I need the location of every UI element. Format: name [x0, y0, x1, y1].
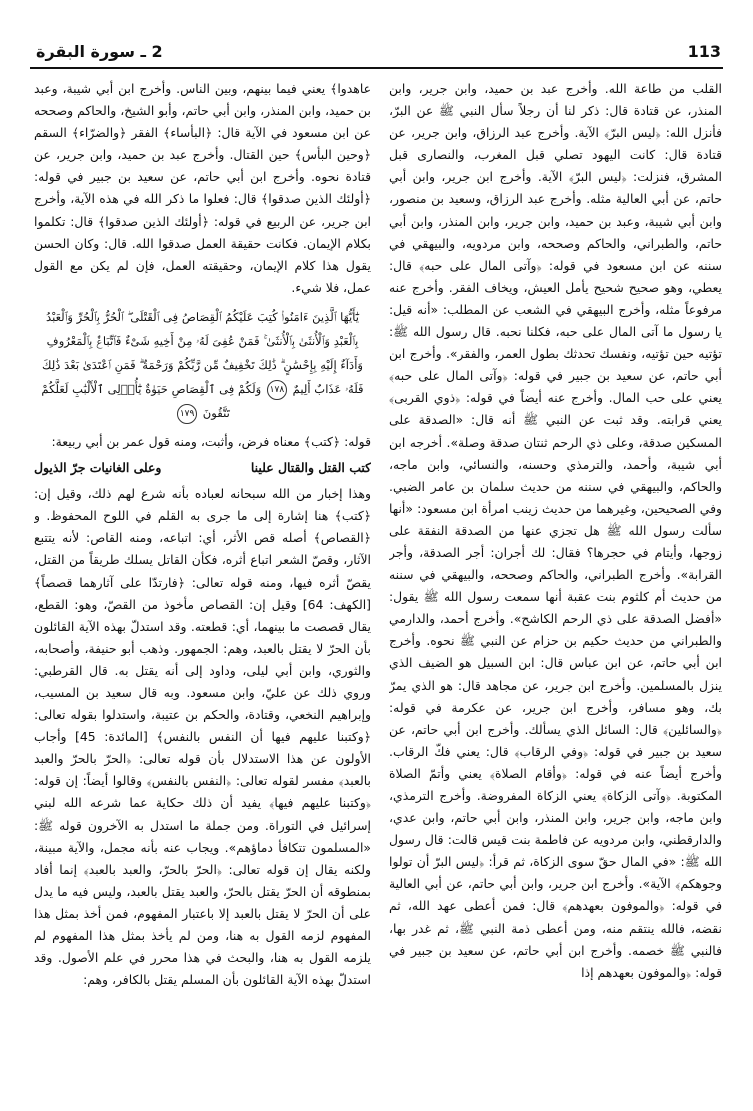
poem-verse	[34, 457, 371, 479]
paragraph: وهذا إخبار من الله سبحانه لعباده بأنه شرع لهم ذلك، وقيل إن: ﴿كتب﴾ هنا إشارة إلى ما جرى به القلم في اللوح المحفوظ. و ﴿القصاص﴾ أصله قص الأثر، أي: اتباعه، ومنه القاص: لأنه يتتبع الآثار، وقصّ الشعر اتباع أثره، فكأن القاتل يسلك طريقاً من القتل، يقصّ أثره فيها، ومنه قوله تعالى: ﴿فارتدّا على آثارهما قصصاً﴾ [الكهف: 64] وقيل إن: القصاص مأخوذ من القصّ، وهو: القطع، يقال قصصت ما بينهما، أي: قطعته. وقد استدلّ بهذه الآية القائلون بأن الحرّ لا يقتل بالعبد، وهم: الجمهور. وذهب أبو حنيفة، وأصحابه، والثوري، وابن أبي ليلى، وداود إلى أنه يقتل به. قال القرطبي: وروي ذلك عن عليّ، وابن مسعود. وبه قال سعيد بن المسيب، وإبراهيم النخعي، وقتادة، والحكم بن عتيبة، واستدلوا بقوله تعالى: ﴿وكتبنا عليهم فيها أن النفس بالنفس﴾ [المائدة: 45] وأجاب الأولون عن هذا الاستدلال بأن قوله تعالى: ﴿الحرّ بالحرّ والعبد بالعبد﴾ مفسر لقوله تعالى: ﴿النفس بالنفس﴾ وقالوا أيضاً: إن قوله: ﴿وكتبنا عليهم فيها﴾ يفيد أن ذلك حكاية عما شرعه الله لبني إسرائيل في التوراة. ومن جملة ما استدل به الآخرون قوله ﷺ: «المسلمون تتكافأ دماؤهم». ويجاب عنه بأنه مجمل، والآية مبينة، ولكنه يقال إن قوله تعالى: ﴿الحرّ بالحرّ، والعبد بالعبد﴾ إنما أفاد بمنطوقه أن الحرّ يقتل بالحرّ، والعبد يقتل بالعبد، وليس فيه ما يدل على أن الحرّ لا يقتل بالعبد إلا باعتبار المفهوم، فمن أخذ بمثل هذا المفهوم لزمه القول به هنا، ومن لم يأخذ بمثل هذا المفهوم لم يلزمه القول به هنا، والبحث في هذا محرر في علم الأصول. وقد استدلّ بهذه الآية القائلون بأن المسلم يقتل بالكافر، وهم:	[34, 486, 371, 988]
paragraph: قوله: ﴿كتب﴾ معناه فرض، وأثبت، ومنه قول عمر بن أبي ربيعة:	[51, 433, 371, 449]
verse-number: ١٧٨	[267, 380, 287, 400]
verse-number: ١٧٩	[177, 404, 197, 424]
page-header	[36, 40, 721, 62]
paragraph: عاهدوا﴾ يعني فيما بينهم، وبين الناس. وأخرج ابن أبي شيبة، وعبد بن حميد، وابن المنذر، وابن أبي حاتم، وأبو الشيخ، والحاكم وصححه عن ابن مسعود في الآية قال: ﴿البأساء﴾ الفقر ﴿والضرّاء﴾ السقم ﴿وحين البأس﴾ حين القتال. وأخرج عبد بن حميد، وابن جرير، عن قتادة نحوه. وأخرج ابن أبي حاتم، عن سعيد بن جبير في قوله: ﴿أولئك الذين صدقوا﴾ قال: فعلوا ما ذكر الله في هذه الآية، وأخرج ابن جرير، عن الربيع في قوله: ﴿أولئك الذين صدقوا﴾ قال: تكلموا بكلام الإيمان. فكانت حقيقة العمل صدقوا الله. قال: وكان الحسن يقول هذا كلام الإيمان، وحقيقته العمل، فإن لم يكن مع القول عمل، فلا شيء.	[34, 81, 371, 295]
left-column	[34, 78, 371, 1098]
quran-verse: وَلَكُمْ فِى ٱلْقِصَاصِ حَيَوٰةٌ يَٰٓأُو۟لِى ٱلْأَلْبَٰبِ لَعَلَّكُمْ تَتَّقُونَ	[41, 381, 262, 420]
poem-hemistich: كتب القتل والقتال علينا	[250, 460, 371, 476]
header-rule	[30, 67, 723, 69]
quran-verse: يَٰٓأَيُّهَا ٱلَّذِينَ ءَامَنُوا۟ كُتِبَ عَلَيْكُمُ ٱلْقِصَاصُ فِى ٱلْقَتْلَى ۖ ٱلْحُرُّ بِٱلْحُرِّ وَٱلْعَبْدُ بِٱلْعَبْدِ وَٱلْأُنثَىٰ بِٱلْأُنثَىٰ ۚ فَمَنْ عُفِىَ لَهُۥ مِنْ أَخِيهِ شَىْءٌ فَٱتِّبَاعٌۢ بِٱلْمَعْرُوفِ وَأَدَآءٌ إِلَيْهِ بِإِحْسَٰنٍ ۗ ذَٰلِكَ تَخْفِيفٌ مِّن رَّبِّكُمْ وَرَحْمَةٌ ۗ فَمَنِ ٱعْتَدَىٰ بَعْدَ ذَٰلِكَ فَلَهُۥ عَذَابٌ أَلِيمٌ	[41, 309, 364, 396]
quran-verse-block	[34, 305, 371, 425]
right-column-text: القلب من طاعة الله. وأخرج عبد بن حميد، وابن جرير، وابن المنذر، عن قتادة قال: ذكر لنا أن رجلاً سأل النبي ﷺ عن البرّ، فأنزل الله: ﴿ليس البرّ﴾ الآية. وأخرج عبد الرزاق، وابن جرير، عن قتادة قال: كانت اليهود تصلي قبل المغرب، والنصارى قبل المشرق، فنزلت: ﴿ليس البرّ﴾ الآية. وأخرج ابن جرير، وابن أبي حاتم، عن أبي العالية مثله. وأخرج عبد الرزاق، وسعيد بن منصور، وابن أبي شيبة، وعبد بن حميد، وابن جرير، وابن المنذر، وابن أبي حاتم، والطبراني، والحاكم وصححه، وابن مردويه، والبيهقي في سننه عن ابن مسعود في قوله: ﴿وآتى المال على حبه﴾ قال: يعطي، وهو صحيح شحيح يأمل العيش، ويخاف الفقر. وأخرج عنه مرفوعاً مثله، وأخرج البيهقي في الشعب عن المطلب: «أنه قيل: يا رسول ما آتى المال على حبه، فكلنا نحبه. قال رسول الله ﷺ: تؤتيه حين تؤتيه، ونفسك تحدثك بطول العمر، والفقر». وأخرج ابن أبي حاتم، عن سعيد بن جبير في قوله: ﴿وآتى المال على حبه﴾ يعني على حب المال. وأخرج عنه أيضاً في قوله: ﴿ذوي القربى﴾ يعني قرابته. وقد ثبت عن النبي ﷺ أنه قال: «الصدقة على المسكين صدقة، وعلى ذي الرحم ثنتان صدقة وصلة». أخرجه ابن أبي شيبة، وأحمد، والترمذي وحسنه، والنسائي، وابن ماجه، والحاكم، والبيهقي في سننه من حديث سلمان بن عامر الضبي. وفي الصحيحين، وغيرهما من حديث زينب امرأة ابن مسعود: «أنها سألت رسول الله ﷺ هل تجزي عنها من الصدقة النفقة على زوجها، وأيتام في حجرها؟ فقال: لك أجران: أجر الصدقة، وأجر القرابة». وأخرج الطبراني، والحاكم وصححه، والبيهقي في سننه من حديث أم كلثوم بنت عقبة أنها سمعت رسول الله ﷺ يقول: «أفضل الصدقة على ذي الرحم الكاشح». وأخرج أحمد، والدارمي والطبراني من حديث حكيم بن حزام عن النبي ﷺ نحوه. وأخرج ابن أبي حاتم، عن ابن عباس قال: ابن السبيل هو الضيف الذي ينزل بالمسلمين. وأخرج ابن جرير، عن مجاهد قال: هو الذي يمرّ بك، وهو مسافر، وأخرج ابن جرير، عن عكرمة في قوله: ﴿والسائلين﴾ قال: السائل الذي يسألك. وأخرج ابن أبي حاتم، عن سعيد بن جبير في قوله: ﴿وفي الرقاب﴾ قال: يعني فكّ الرقاب. وأخرج أيضاً عنه في قوله: ﴿وأقام الصلاة﴾ يعني وأتمّ الصلاة المكتوبة. ﴿وآتى الزكاة﴾ يعني الزكاة المفروضة. وأخرج الترمذي، وابن ماجه، وابن جرير، وابن المنذر، وابن أبي حاتم، وابن عدي، والدارقطني، وابن مردويه عن فاطمة بنت قيس قالت: قال رسول الله ﷺ: «في المال حقّ سوى الزكاة، ثم قرأ: ﴿ليس البرّ أن تولوا وجوهكم﴾ الآية». وأخرج ابن جرير، وابن أبي حاتم، عن أبي العالية في قوله: ﴿والموفون بعهدهم﴾ قال: فمن أعطى عهد الله، ثم نقضه، فالله ينتقم منه، ومن أعطى ذمة النبي ﷺ، ثم غدر بها، فالنبي ﷺ خصمه. وأخرج ابن أبي حاتم، عن سعيد بن جبير في قوله: ﴿والموفون بعهدهم إذا	[389, 81, 722, 980]
page-number: 113	[687, 41, 721, 61]
poem-hemistich: وعلى الغانيات جرّ الذيول	[34, 460, 162, 476]
chapter-title: 2 ـ سورة البقرة	[36, 41, 163, 61]
right-column	[389, 78, 722, 1098]
